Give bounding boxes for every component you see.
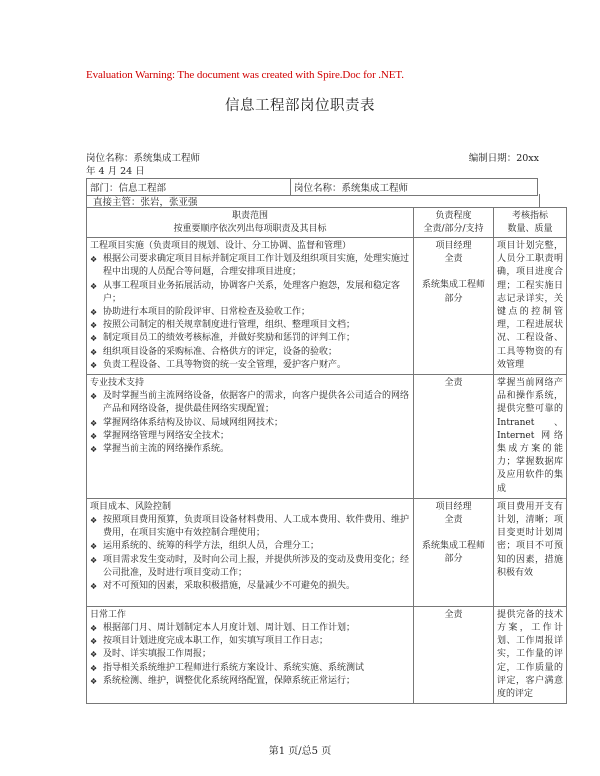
kpi-cell: 提供完备的技术方案，工作计划、工作周报详实，工作量的评定，工作质量的评定，客户满意度的评定: [494, 606, 567, 703]
duty-scope-cell: [87, 375, 414, 499]
duty-item: ❖ 根据公司要求确定项目目标并制定项目工作计划及组织项目实施，处理实施过程中出现的人员配合等问题，合理安排项目进度；: [90, 253, 410, 279]
responsibility-cell: [414, 606, 494, 703]
evaluation-warning: Evaluation Warning: The document was created with Spire.Doc for .NET.: [86, 69, 404, 81]
kpi-cell: 项目计划完整，人员分工职责明确，项目进度合理；工程实施日志记录详实，关键点的控制管理，工程进展状况、工程设备、工具等物资的有效管理: [494, 238, 567, 375]
scope-header: [87, 208, 414, 238]
position-meta-line: [86, 150, 539, 164]
responsibility-cell: [414, 498, 494, 606]
resp-header-subtitle: 全责/部分/支持: [423, 223, 484, 234]
duty-item: ❖ 按项目计划进度完成本职工作，如实填写项目工作日志；: [90, 635, 410, 648]
duty-item: ❖ 组织项目设备的采购标准、合格供方的评定，设备的验收；: [90, 346, 410, 359]
section-title: 项目成本、风险控制: [90, 501, 172, 512]
duty-list: [90, 514, 410, 593]
kpi-cell: 项目费用开支有计划，清晰；项目变更时计划周密；项目不可预知的因素，措施积极有效: [494, 498, 567, 606]
resp-header: [414, 208, 494, 238]
duty-item: ❖ 掌握网络体系结构及协议、局域网组网技术；: [90, 417, 410, 430]
duty-item: ❖ 及时、详实填报工作周报；: [90, 648, 410, 661]
responsibility-level: 全责: [444, 254, 463, 265]
position-name: 岗位名称：系统集成工程师: [86, 153, 201, 164]
responsibility-level: 部分: [444, 554, 463, 565]
duty-item: ❖ 从事工程项目业务拓展活动，协调客户关系，处理客户抱怨，发展和稳定客户；: [90, 280, 410, 306]
duty-list: [90, 622, 410, 688]
duty-row: [87, 498, 567, 606]
duty-item: ❖ 运用系统的、统筹的科学方法，组织人员，合理分工；: [90, 540, 410, 553]
responsibility-level: [417, 266, 490, 279]
responsibility-cell: [414, 375, 494, 499]
dept-cell: 部门：信息工程部: [87, 179, 291, 196]
responsibility-cell: [414, 238, 494, 375]
duty-item: ❖ 掌握当前主流的网络操作系统。: [90, 443, 410, 456]
duty-item: ❖ 指导相关系统维护工程师进行系统方案设计、系统实施、系统测试: [90, 662, 410, 675]
kpi-header: [494, 208, 567, 238]
duty-list: [90, 253, 410, 372]
section-title: 专业技术支持: [90, 378, 145, 389]
responsibility-level: 项目经理: [435, 501, 472, 512]
responsibility-level: 系统集成工程师: [421, 280, 485, 291]
duty-item: ❖ 协助进行本项目的阶段评审、日常检查及验收工作；: [90, 306, 410, 319]
duty-row: [87, 606, 567, 703]
duty-scope-cell: [87, 238, 414, 375]
compile-date-label: 编制日期：20xx: [468, 153, 539, 164]
page-footer: 第1 页/总5 页: [268, 746, 332, 757]
responsibility-level: 项目经理: [435, 241, 472, 251]
responsibility-level: 全责: [444, 378, 463, 389]
scope-header-subtitle: 按重要顺序依次列出每项职责及其目标: [173, 223, 327, 234]
duty-item: ❖ 系统检测、维护，调整优化系统网络配置，保障系统正常运行；: [90, 675, 410, 688]
duty-item: ❖ 掌握网络管理与网络安全技术；: [90, 430, 410, 443]
document-title: 信息工程部岗位职责表: [225, 98, 375, 114]
responsibility-level: 全责: [444, 609, 463, 620]
duty-item: ❖ 及时掌握当前主流网络设备，依据客户的需求，向客户提供各公司适合的网络产品和网络设备，提供最佳网络实现配置；: [90, 390, 410, 416]
duties-table: [86, 207, 567, 704]
responsibility-level: [417, 527, 490, 540]
responsibility-level: 全责: [444, 515, 463, 526]
duty-item: ❖ 制定项目员工的绩效考核标准，并做好奖励和惩罚的评判工作；: [90, 332, 410, 345]
compile-date-continued: 年 4 月 24 日: [86, 166, 145, 177]
duty-item: ❖ 根据部门月、周计划制定本人月度计划、周计划、日工作计划；: [90, 622, 410, 635]
kpi-header-title: 考核指标: [511, 211, 548, 221]
duty-scope-cell: [87, 498, 414, 606]
kpi-header-subtitle: 数量、质量: [507, 223, 553, 234]
duty-row: [87, 238, 567, 375]
duty-item: ❖ 项目需求发生变动时，及时向公司上报，并提供所涉及的变动及费用变化；经公司批准，及时进行项目变动工作；: [90, 554, 410, 580]
resp-header-title: 负责程度: [435, 211, 472, 221]
duty-item: ❖ 对不可预知的因素，采取积极措施，尽量减少不可避免的损失。: [90, 580, 410, 593]
duty-item: ❖ 按照公司制定的相关规章制度进行管理，组织、整理项目文档；: [90, 319, 410, 332]
duty-item: ❖ 负责工程设备、工具等物资的统一安全管理，爱护客户财产。: [90, 359, 410, 372]
direct-supervisor: 直接主管：张岩，张亚强: [86, 194, 540, 207]
kpi-cell: 掌握当前网络产品和操作系统，提供完整可靠的 Intranet、Internet 网络集成方案的能力；掌握数据库及应用软件的集成: [494, 375, 567, 499]
duties-header-row: [87, 208, 567, 238]
scope-header-title: 职责范围: [231, 211, 268, 221]
section-title: 工程项目实施（负责项目的规划、设计、分工协调、监督和管理）: [90, 241, 352, 251]
duty-scope-cell: [87, 606, 414, 703]
responsibility-level: 系统集成工程师: [421, 541, 485, 552]
duty-item: ❖ 按照项目费用预算，负责项目设备材料费用、人工成本费用、软件费用、维护费用，在项目实施中有效控制合理使用；: [90, 514, 410, 540]
position-cell: 岗位名称：系统集成工程师: [291, 179, 538, 196]
section-title: 日常工作: [90, 609, 127, 620]
duty-row: [87, 375, 567, 499]
responsibility-level: 部分: [444, 293, 463, 304]
duty-list: [90, 390, 410, 456]
